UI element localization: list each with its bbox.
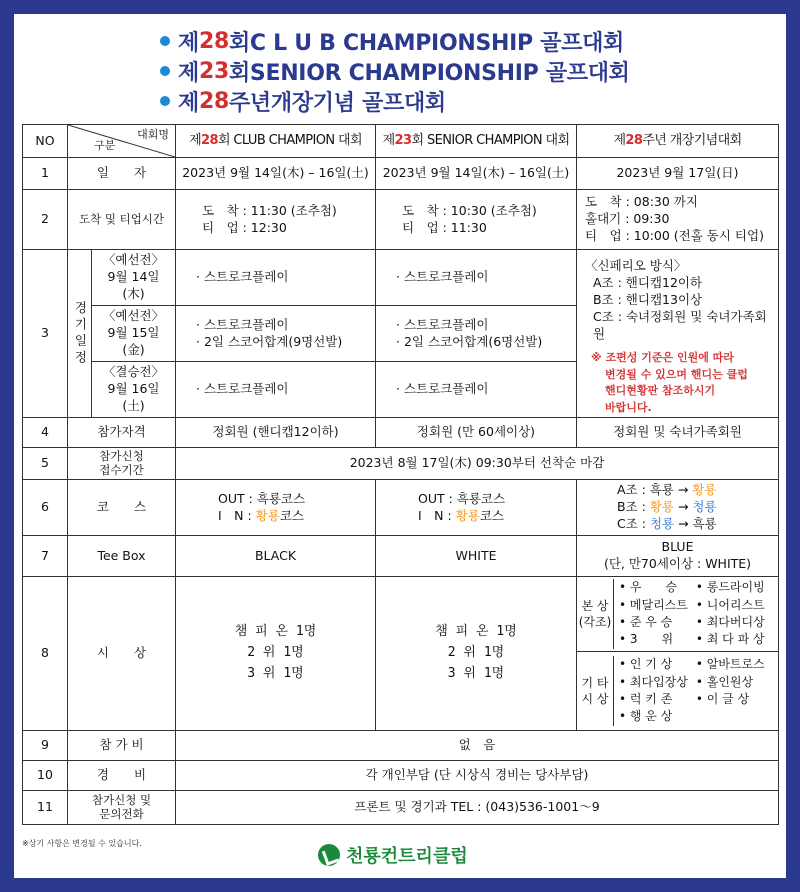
label-line: 시 상 xyxy=(581,692,609,706)
prize-item: • 인 기 상 xyxy=(619,657,673,672)
row-label xyxy=(68,448,176,480)
hdr-num: 23 xyxy=(394,133,412,149)
header-no: NO xyxy=(23,125,68,158)
prize-main-list xyxy=(614,579,765,649)
hdr-pre: 제 xyxy=(189,133,202,149)
notice-line: 변경될 수 있으며 핸디는 클럽 xyxy=(605,367,748,381)
cell: · 스트로크플레이 xyxy=(376,250,577,306)
cell: 2023년 9월 14일(木) – 16일(土) xyxy=(176,158,376,190)
title-post: 주년 xyxy=(228,90,271,116)
schedule-table xyxy=(22,124,779,825)
table-row xyxy=(23,761,779,791)
cell xyxy=(176,306,376,362)
cell-line: 티 업 : 10:00 (전홀 동시 티업) xyxy=(585,227,764,243)
cell: 2023년 9월 14일(木) – 16일(土) xyxy=(376,158,577,190)
cell xyxy=(376,480,577,536)
hdr-num: 28 xyxy=(201,133,218,149)
cell: · 스트로크플레이 xyxy=(176,362,376,418)
cell-line: 2 위 1명 xyxy=(447,645,505,661)
cell-line: B조 : 핸디캡13이상 xyxy=(593,291,703,307)
text: 황룡 xyxy=(455,507,480,523)
day-line: 〈예선전〉 xyxy=(102,252,165,268)
cell xyxy=(176,190,376,250)
format-cell xyxy=(577,250,779,418)
title-num: 28 xyxy=(198,88,229,114)
cell xyxy=(176,480,376,536)
prize-item: • 최다입장상 xyxy=(619,674,688,689)
table-row xyxy=(23,791,779,825)
notice-text xyxy=(585,350,778,416)
cell: 정회원 및 숙녀가족회원 xyxy=(577,418,779,448)
cell: 2023년 9월 17일(日) xyxy=(577,158,779,190)
day-line: (木) xyxy=(122,285,145,301)
table-row xyxy=(23,250,779,306)
cell-line: BLUE xyxy=(661,539,694,555)
prize-etc-list xyxy=(614,656,765,726)
cell xyxy=(577,480,779,536)
prize-item: • 럭 키 존 xyxy=(619,692,673,706)
cell-line: 홀대기 : 09:30 xyxy=(585,211,670,227)
cell-line: 〈신페리오 방식〉 xyxy=(585,258,687,273)
label-line: 참가신청 xyxy=(99,448,144,463)
table-row xyxy=(23,577,779,652)
title-pre: 제 xyxy=(178,60,199,86)
cell-line xyxy=(617,499,778,516)
cell-line: C조 : 숙녀정회원 및 숙녀가족회원 xyxy=(593,308,767,341)
row-number: 7 xyxy=(23,536,68,577)
cell: 정회원 (만 60세이상) xyxy=(376,418,577,448)
cell-line: 도 착 : 10:30 (조추첨) xyxy=(402,202,537,218)
table-row xyxy=(23,731,779,761)
row-label: Tee Box xyxy=(68,536,176,577)
bullet-icon xyxy=(160,96,170,106)
text: C조 : xyxy=(617,515,650,531)
header-category xyxy=(68,125,176,158)
cell: WHITE xyxy=(376,536,577,577)
title-num: 23 xyxy=(198,58,229,84)
row-label: 코 스 xyxy=(68,480,176,536)
cell-line: · 2일 스코어합계(6명선발) xyxy=(396,333,543,349)
day-line: 9월 16일 xyxy=(107,381,160,397)
day-cell xyxy=(92,306,176,362)
hdr-post: 회 SENIOR CHAMPION 대회 xyxy=(411,133,570,149)
cell: · 스트로크플레이 xyxy=(376,362,577,418)
club-logo xyxy=(318,842,468,868)
text: 청룡 xyxy=(649,515,675,531)
cell-line xyxy=(218,508,375,525)
row-label xyxy=(68,791,176,825)
prize-item: • 우 승 xyxy=(619,580,678,595)
text: 황룡 xyxy=(649,499,674,515)
label-line: 참가신청 및 xyxy=(91,792,152,807)
prize-item: • 3 위 xyxy=(619,632,674,647)
cell-line: OUT : 흑룡코스 xyxy=(218,490,306,506)
bullet-icon xyxy=(160,36,170,46)
prize-etc-label xyxy=(577,656,614,726)
row-number: 3 xyxy=(23,250,68,418)
cell-line: · 스트로크플레이 xyxy=(196,316,289,332)
cell: 각 개인부담 (단 시상식 경비는 당사부담) xyxy=(176,761,779,791)
title-rest: SENIOR CHAMPIONSHIP 골프대회 xyxy=(249,60,630,86)
table-row xyxy=(23,536,779,577)
day-cell xyxy=(92,362,176,418)
cell-line: · 2일 스코어합계(9명선발) xyxy=(196,333,343,349)
header-cat-top: 대회명 xyxy=(137,128,169,141)
header-col1 xyxy=(176,125,376,158)
table-row xyxy=(23,158,779,190)
day-line: 〈예선전〉 xyxy=(102,308,165,324)
cell-line: OUT : 흑룡코스 xyxy=(418,490,506,506)
day-line: 〈결승전〉 xyxy=(102,364,165,380)
prize-item: • 최 다 파 상 xyxy=(695,632,765,647)
logo-text: 천룡컨트리클럽 xyxy=(346,846,468,867)
row-number: 4 xyxy=(23,418,68,448)
prize-etc xyxy=(577,656,778,726)
label-line: 본 상 xyxy=(581,598,609,613)
label-line: (각조) xyxy=(578,615,612,629)
row-label: 시 상 xyxy=(68,577,176,731)
cell-line: 티 업 : 12:30 xyxy=(202,219,287,235)
cell-line: 3 위 1명 xyxy=(447,665,505,681)
cell-line: 2 위 1명 xyxy=(247,645,304,661)
logo-mark-icon xyxy=(318,844,340,866)
prize-etc-cell xyxy=(577,652,779,731)
table-row xyxy=(23,190,779,250)
cell-line: 도 착 : 11:30 (조추첨) xyxy=(202,202,337,218)
header-col2 xyxy=(376,125,577,158)
text: 황룡 xyxy=(692,482,717,498)
prize-item: • 이 글 상 xyxy=(695,692,750,706)
cell-line xyxy=(617,516,778,533)
day-line: (金) xyxy=(122,341,145,357)
cell-line xyxy=(617,482,778,499)
cell xyxy=(577,536,779,577)
title-block xyxy=(160,26,630,116)
label-line: 접수기간 xyxy=(99,462,144,477)
notice-line: ※ 조편성 기준은 인원에 따라 xyxy=(591,351,734,365)
title-line-3 xyxy=(160,86,630,116)
title-post: 회 xyxy=(228,30,250,56)
row-number: 11 xyxy=(23,791,68,825)
prize-item xyxy=(696,708,765,725)
prize-item: • 메달리스트 xyxy=(619,597,688,612)
row-label: 경기일정 xyxy=(68,250,92,418)
row-number: 9 xyxy=(23,731,68,761)
text: A조 : 흑룡 → xyxy=(617,482,693,498)
label-line: 기 타 xyxy=(581,675,609,690)
prize-main-label xyxy=(577,579,614,649)
prize-item: • 준 우 승 xyxy=(619,615,673,629)
text: 코스 xyxy=(479,507,505,523)
title-rest: C L U B CHAMPIONSHIP 골프대회 xyxy=(249,30,624,56)
cell-line: (단, 만70세이상 : WHITE) xyxy=(603,556,752,571)
prize-item: • 롱드라이빙 xyxy=(695,580,765,595)
row-label: 도착 및 티업시간 xyxy=(68,190,176,250)
hdr-post: 회 CLUB CHAMPION 대회 xyxy=(217,133,362,149)
table-row xyxy=(23,480,779,536)
cell-line: 도 착 : 08:30 까지 xyxy=(585,194,698,210)
cell xyxy=(176,577,376,731)
text: 청룡 xyxy=(692,499,717,515)
header-row xyxy=(23,125,779,158)
row-number: 2 xyxy=(23,190,68,250)
title-pre: 제 xyxy=(178,30,199,56)
prize-item: • 행 운 상 xyxy=(619,709,673,724)
cell xyxy=(376,577,577,731)
title-rest: 개장기념 골프대회 xyxy=(270,90,446,116)
text: 황룡 xyxy=(255,507,280,523)
title-line-1 xyxy=(160,26,630,56)
title-post: 회 xyxy=(228,60,250,86)
label-line: 문의전화 xyxy=(99,806,144,821)
notice-line: 핸디현황판 참조하시기 xyxy=(605,384,716,398)
prize-item: • 니어리스트 xyxy=(695,597,765,612)
text: 코스 xyxy=(279,507,305,523)
prize-main xyxy=(577,579,778,649)
title-num: 28 xyxy=(198,28,229,54)
header-col3 xyxy=(577,125,779,158)
text: → xyxy=(673,499,693,515)
text: I N : xyxy=(418,507,456,523)
cell xyxy=(376,306,577,362)
cell xyxy=(376,190,577,250)
day-line: 9월 15일 xyxy=(107,325,160,341)
text: → 흑룡 xyxy=(674,515,717,531)
row-number: 5 xyxy=(23,448,68,480)
hdr-pre: 제 xyxy=(613,133,626,149)
row-label: 참가자격 xyxy=(68,418,176,448)
row-number: 10 xyxy=(23,761,68,791)
cell-line: · 스트로크플레이 xyxy=(396,316,489,332)
cell: BLACK xyxy=(176,536,376,577)
row-label: 참 가 비 xyxy=(68,731,176,761)
row-number: 6 xyxy=(23,480,68,536)
table-row xyxy=(23,418,779,448)
header-cat-bottom: 구분 xyxy=(94,139,116,153)
prize-item: • 최다버디상 xyxy=(695,615,765,629)
cell: 프론트 및 경기과 TEL : (043)536-1001～9 xyxy=(176,791,779,825)
cell: 없 음 xyxy=(176,731,779,761)
bullet-icon xyxy=(160,66,170,76)
table-row xyxy=(23,448,779,480)
day-cell xyxy=(92,250,176,306)
text: I N : xyxy=(218,507,256,523)
row-label: 일 자 xyxy=(68,158,176,190)
cell: 2023년 8월 17일(木) 09:30부터 선착순 마감 xyxy=(176,448,779,480)
notice-line: 바랍니다. xyxy=(605,400,652,414)
cell xyxy=(577,190,779,250)
cell-line xyxy=(418,508,576,525)
text: B조 : xyxy=(617,499,650,515)
cell-line: 챔 피 온 1명 xyxy=(435,624,517,640)
prize-main-cell xyxy=(577,577,779,652)
day-line: (土) xyxy=(122,397,145,413)
cell: · 스트로크플레이 xyxy=(176,250,376,306)
title-pre: 제 xyxy=(178,90,199,116)
row-label: 경 비 xyxy=(68,761,176,791)
day-line: 9월 14일 xyxy=(107,269,160,285)
row-number: 8 xyxy=(23,577,68,731)
row-number: 1 xyxy=(23,158,68,190)
prize-item: • 알바트로스 xyxy=(695,657,765,672)
cell-line: 챔 피 온 1명 xyxy=(234,624,317,640)
title-line-2 xyxy=(160,56,630,86)
footnote: ※상기 사항은 변경될 수 있습니다. xyxy=(22,839,142,848)
cell: 정회원 (핸디캡12이하) xyxy=(176,418,376,448)
cell-line: A조 : 핸디캡12이하 xyxy=(593,274,703,290)
hdr-post: 주년 개장기념대회 xyxy=(642,133,742,149)
prize-item: • 홀인원상 xyxy=(695,674,754,689)
hdr-num: 28 xyxy=(625,133,643,149)
cell-line: 3 위 1명 xyxy=(247,665,304,681)
cell-line: 티 업 : 11:30 xyxy=(402,219,487,235)
hdr-pre: 제 xyxy=(382,133,395,149)
